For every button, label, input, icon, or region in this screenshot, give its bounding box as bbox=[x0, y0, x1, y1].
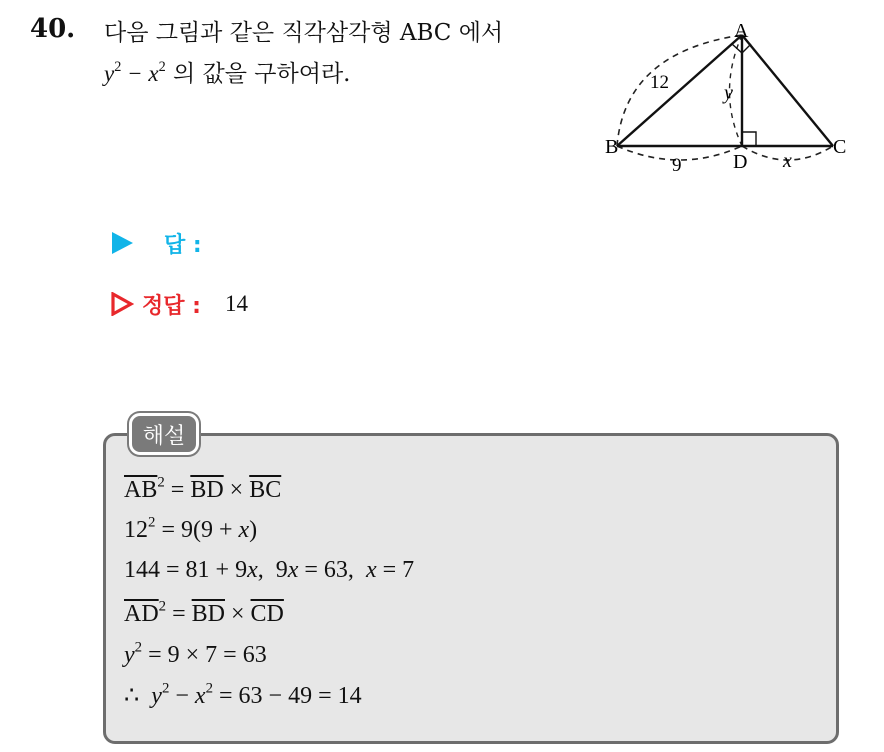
correct-answer-row bbox=[110, 287, 248, 321]
solution-line-4: $\overline{AD}^2 = \overline{BD} \times \overline{CD}$ bbox=[124, 598, 284, 627]
answer-label: 답 : bbox=[164, 232, 202, 258]
answer-row bbox=[110, 226, 202, 260]
label-dc: x bbox=[783, 150, 792, 172]
solution-tag: 해설 bbox=[129, 413, 199, 455]
question-number: 40. bbox=[30, 14, 76, 44]
label-b: B bbox=[605, 136, 619, 158]
label-a: A bbox=[734, 22, 749, 42]
right-angle-d bbox=[742, 132, 756, 146]
solution-line-3: 144 = 81 + 9x, 9x = 63, x = 7 bbox=[124, 557, 415, 583]
question-text-line2 bbox=[104, 55, 350, 88]
side-ac bbox=[742, 35, 833, 146]
triangle-figure bbox=[605, 22, 855, 182]
question-suffix: 의 값을 구하여라. bbox=[173, 61, 351, 87]
solid-right-triangle-icon bbox=[110, 231, 134, 255]
label-ab: 12 bbox=[650, 72, 669, 93]
correct-answer-label: 정답 : bbox=[142, 293, 201, 319]
label-bd: 9 bbox=[672, 155, 682, 176]
solution-line-5: $y^2 = 9 \times 7 = 63$ bbox=[124, 639, 267, 668]
label-c: C bbox=[833, 136, 847, 158]
correct-answer-value: 14 bbox=[224, 291, 248, 316]
label-ad: y bbox=[724, 82, 733, 104]
solution-line-1: $\overline{AB}^2 = \overline{BD} \times \overline{BC}$ bbox=[124, 474, 282, 503]
solution-line-6: ∴ $y^2 - x^2 = 63 - 49 = 14$ bbox=[124, 680, 362, 709]
solution-line-2: $12^2 = 9(9 + x)$ bbox=[124, 514, 258, 543]
question-text-line1: 다음 그림과 같은 직각삼각형 ABC 에서 bbox=[104, 20, 504, 46]
outline-right-triangle-icon bbox=[110, 292, 134, 316]
label-d: D bbox=[733, 151, 748, 173]
question-expression: $y^2 - x^2$ bbox=[104, 59, 166, 86]
